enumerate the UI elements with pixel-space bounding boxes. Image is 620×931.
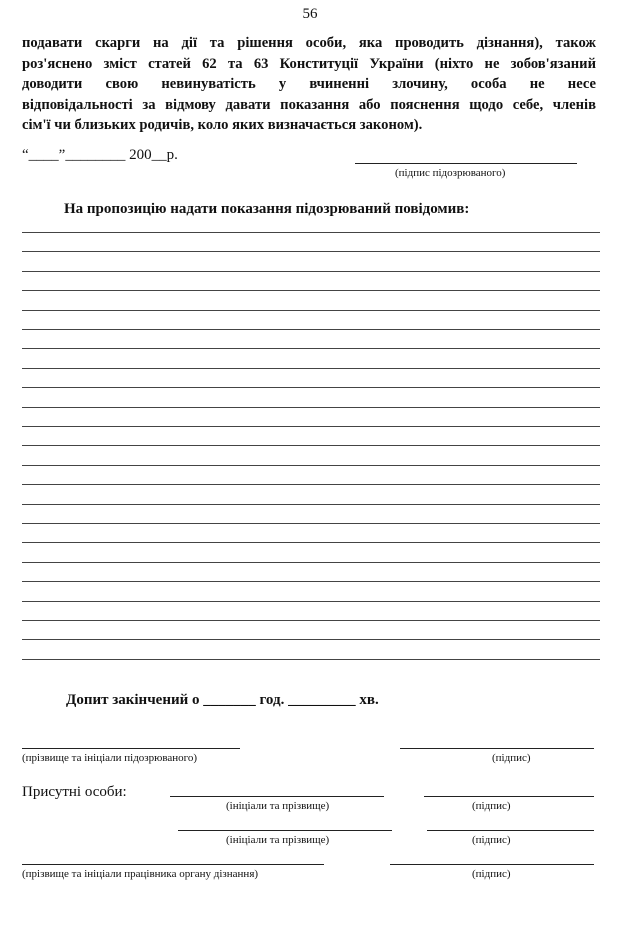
answer-line: [22, 523, 600, 524]
present-persons-label: Присутні особи:: [22, 784, 127, 800]
answer-line: [22, 484, 600, 485]
witness2-sign-line: [427, 830, 594, 831]
answer-line: [22, 659, 600, 660]
answer-line: [22, 542, 600, 543]
initials-caption: (ініціали та прізвище): [226, 834, 330, 846]
answer-line: [22, 271, 600, 272]
paragraph-line: сім'ї чи близьких родичів, коло яких визначається законом).: [22, 117, 423, 133]
suspect-name-caption: (прізвище та ініціали підозрюваного): [22, 752, 198, 764]
answer-line: [22, 620, 600, 621]
suspect-signature-line: [355, 163, 577, 164]
statement-heading: На пропозицію надати показання підозрюваний повідомив:: [64, 201, 470, 217]
officer-caption: (прізвище та ініціали працівника органу дізнання): [22, 868, 259, 880]
page-number: 56: [302, 6, 318, 22]
officer-sign-line: [390, 864, 594, 865]
signature-caption: (підпис): [472, 800, 511, 812]
answer-line: [22, 290, 600, 291]
witness1-name-line: [170, 796, 384, 797]
answer-line: [22, 562, 600, 563]
paragraph-line: роз'яснено зміст статей 62 та 63 Конституції України (ніхто не зобов'язаний: [22, 55, 596, 72]
suspect-name-line: [22, 748, 240, 749]
answer-line: [22, 465, 600, 466]
answer-line: [22, 504, 600, 505]
paragraph-line: доводити свою невинуватість у вчиненні злочину, особа не несе: [22, 76, 596, 92]
witness1-sign-line: [424, 796, 594, 797]
answer-line: [22, 601, 600, 602]
paragraph-line: відповідальності за відмову давати показання або пояснення щодо себе, членів: [22, 96, 596, 113]
answer-line: [22, 445, 600, 446]
end-time-line: Допит закінчений о _______ год. _________ хв.: [66, 692, 379, 708]
answer-line: [22, 368, 600, 369]
paragraph-line: подавати скарги на дії та рішення особи, яка проводить дізнання), також: [22, 35, 596, 51]
answer-line: [22, 329, 600, 330]
answer-line: [22, 581, 600, 582]
signature-caption: (підпис): [472, 834, 511, 846]
answer-line: [22, 426, 600, 427]
answer-line: [22, 407, 600, 408]
answer-line: [22, 639, 600, 640]
officer-name-line: [22, 864, 324, 865]
date-line: “____”________ 200__р.: [22, 147, 178, 163]
rights-paragraph: [22, 33, 596, 136]
answer-line: [22, 251, 600, 252]
answer-line: [22, 348, 600, 349]
answer-line: [22, 232, 600, 233]
suspect-signature-caption: (підпис підозрюваного): [395, 167, 506, 179]
witness2-name-line: [178, 830, 392, 831]
initials-caption: (ініціали та прізвище): [226, 800, 330, 812]
answer-line: [22, 387, 600, 388]
signature-caption: (підпис): [472, 868, 511, 880]
answer-line: [22, 310, 600, 311]
signature-caption: (підпис): [492, 752, 531, 764]
suspect-sign-line: [400, 748, 594, 749]
